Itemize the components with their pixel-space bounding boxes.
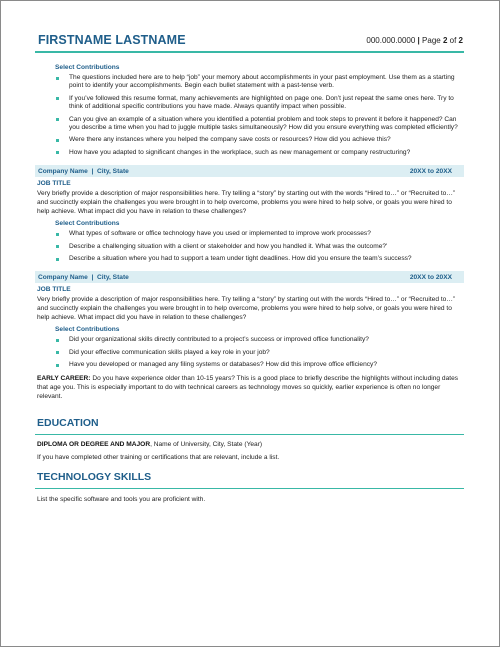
list-item: If you’ve followed this resume format, many achievements are highlighted on page one. Don’t just repeat the same ones here. Try to think of additional specific contributions you have made. Always quantify impact when possible.	[55, 95, 464, 112]
list-item: Can you give an example of a situation where you identified a potential problem and took steps to prevent it before it happened? Can you describe a time when you had to juggle multiple tasks simultaneously? How did you ensure everything was completed efficiently?	[55, 116, 464, 133]
list-item: Have you developed or managed any filing systems or databases? How did this improve office efficiency?	[55, 361, 464, 369]
header-rule	[35, 51, 464, 53]
bullet-square-icon	[56, 97, 59, 100]
company-location: Company Name | City, State	[38, 167, 129, 175]
spacer	[35, 405, 464, 417]
job-title: JOB TITLE	[37, 180, 71, 188]
technology-rule	[35, 488, 464, 489]
page-of: of	[449, 35, 457, 45]
bullet-square-icon	[56, 233, 59, 236]
list-item: Describe a situation where you had to support a team under tight deadlines. How did you ensure the team’s success?	[55, 255, 464, 263]
bullet-square-icon	[56, 245, 59, 248]
job-description: Very briefly provide a description of major responsibilities here. Try telling a “story” by starting out with the words “Hired to…” or “Recruited to…” and succinctly explain the challenges you were brought in to help overcome, problems you were hired to help solve, or goals you were hired to help achieve. What impact did you have in relation to these challenges?	[37, 190, 456, 216]
intro-bullets	[55, 74, 464, 157]
job-bullets	[55, 230, 464, 263]
contact-page-info	[366, 36, 463, 45]
page-header	[38, 30, 463, 50]
bullet-square-icon	[56, 77, 59, 80]
job-header-bar	[35, 165, 464, 177]
list-item: How have you adapted to significant changes in the workplace, such as new management or company restructuring?	[55, 149, 464, 157]
resume-content	[35, 64, 464, 508]
page-current: 2	[442, 35, 448, 45]
technology-note: List the specific software and tools you are proficient with.	[37, 495, 206, 503]
list-item: The questions included here are to help “job” your memory about accomplishments in your past employment. Use them as a starting point to identify your accomplishments. Begin each bullet statement with a past-tense verb.	[55, 74, 464, 91]
candidate-name: FIRSTNAME LASTNAME	[38, 33, 186, 47]
bullet-square-icon	[56, 339, 59, 342]
job-description: Very briefly provide a description of major responsibilities here. Try telling a “story” by starting out with the words “Hired to…” or “Recruited to…” and succinctly explain the challenges you were brought in to help overcome, problems you were hired to help solve, or goals you were hired to help achieve. What impact did you have in relation to these challenges?	[37, 296, 456, 322]
degree-name: DIPLOMA OR DEGREE AND MAJOR	[37, 440, 151, 448]
job-title: JOB TITLE	[37, 286, 71, 294]
job-bullets	[55, 336, 464, 369]
school-info: , Name of University, City, State (Year)	[150, 440, 263, 448]
education-rule	[35, 434, 464, 435]
list-item: What types of software or office technology have you used or implemented to improve work processes?	[55, 230, 464, 238]
job-dates: 20XX to 20XX	[409, 273, 452, 281]
early-career-text: Do you have experience older than 10-15 years? This is a good place to briefly describe the highlights without including dates that age you. This is especially important to do with technical careers as technology moves so quickly, earlier experience is often no longer relevant.	[37, 374, 459, 400]
bullet-square-icon	[56, 151, 59, 154]
education-title: EDUCATION	[37, 416, 99, 429]
bullet-square-icon	[56, 258, 59, 261]
bullet-square-icon	[56, 364, 59, 367]
list-item: Were there any instances where you helped the company save costs or resources? How did you achieve this?	[55, 136, 464, 144]
list-item: Describe a challenging situation with a client or stakeholder and how you handled it. What was the outcome?'	[55, 243, 464, 251]
bullet-square-icon	[56, 118, 59, 121]
technology-title: TECHNOLOGY SKILLS	[37, 470, 152, 483]
bullet-square-icon	[56, 139, 59, 142]
page-label: Page	[422, 35, 441, 45]
header-separator: |	[417, 35, 420, 45]
degree-line	[37, 441, 464, 448]
early-career	[37, 374, 464, 401]
list-item: Did your effective communication skills played a key role in your job?	[55, 349, 464, 357]
job-subhead: Select Contributions	[55, 326, 120, 334]
job-header-bar	[35, 271, 464, 283]
bullet-square-icon	[56, 351, 59, 354]
company-location: Company Name | City, State	[38, 273, 129, 281]
job-subhead: Select Contributions	[55, 220, 120, 228]
early-career-label: EARLY CAREER:	[37, 374, 91, 382]
page-total: 2	[458, 35, 463, 45]
job-dates: 20XX to 20XX	[409, 167, 452, 175]
intro-subhead: Select Contributions	[55, 64, 120, 71]
education-note: If you have completed other training or certifications that are relevant, include a list.	[37, 453, 280, 461]
list-item: Did your organizational skills directly contributed to a project’s success or improved office functionality?	[55, 336, 464, 344]
phone-number: 000.000.0000	[366, 35, 416, 45]
